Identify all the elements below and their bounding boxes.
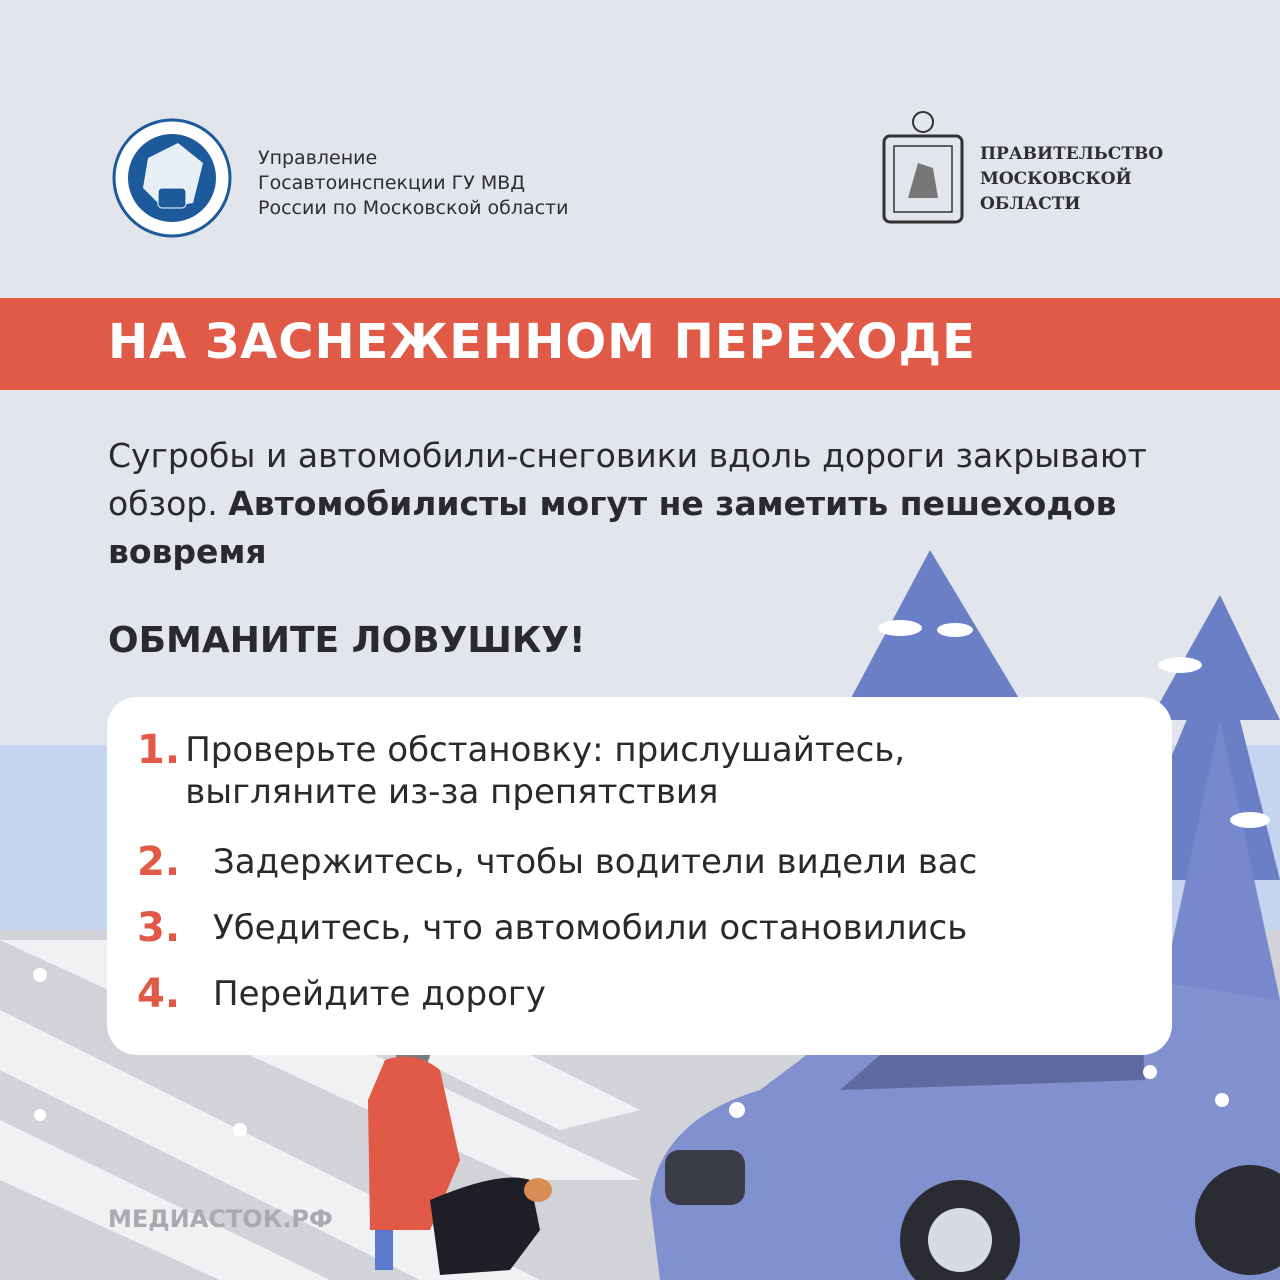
step-number: 2. bbox=[137, 839, 181, 885]
org-line: России по Московской области bbox=[258, 197, 569, 219]
moscow-oblast-coat-of-arms-icon bbox=[878, 108, 968, 226]
org-line: Госавтоинспекции ГУ МВД bbox=[258, 172, 526, 194]
step-number: 1. bbox=[137, 727, 181, 773]
step-text: Задержитесь, чтобы водители видели вас bbox=[213, 842, 978, 882]
subheading: ОБМАНИТЕ ЛОВУШКУ! bbox=[108, 620, 586, 661]
gov-name bbox=[980, 142, 1163, 217]
page-title: НА ЗАСНЕЖЕННОМ ПЕРЕХОДЕ bbox=[108, 314, 976, 370]
step-number: 3. bbox=[137, 905, 181, 951]
org-name bbox=[258, 146, 569, 221]
step-item bbox=[137, 729, 987, 813]
step-text: Проверьте обстановку: прислушайтесь, выгляните из-за препятствия bbox=[185, 730, 906, 812]
intro-regular: Сугробы и автомобили-снеговики вдоль дороги закрывают обзор. bbox=[108, 436, 1147, 523]
step-item bbox=[137, 841, 977, 883]
steps-card bbox=[107, 697, 1172, 1055]
gosavtoinspektsiya-emblem-icon bbox=[108, 118, 236, 238]
intro-text bbox=[108, 432, 1208, 576]
step-item bbox=[137, 907, 967, 949]
step-text: Убедитесь, что автомобили остановились bbox=[213, 908, 968, 948]
gov-line: ПРАВИТЕЛЬСТВО bbox=[980, 144, 1164, 164]
gov-line: ОБЛАСТИ bbox=[980, 194, 1081, 214]
intro-bold: Автомобилисты могут не заметить пешеходов вовремя bbox=[108, 484, 1117, 571]
org-line: Управление bbox=[258, 147, 378, 169]
step-item bbox=[137, 973, 546, 1015]
watermark: МЕДИАСТОК.РФ bbox=[108, 1205, 333, 1233]
step-number: 4. bbox=[137, 971, 181, 1017]
gov-line: МОСКОВСКОЙ bbox=[980, 169, 1132, 189]
step-text: Перейдите дорогу bbox=[213, 974, 546, 1014]
